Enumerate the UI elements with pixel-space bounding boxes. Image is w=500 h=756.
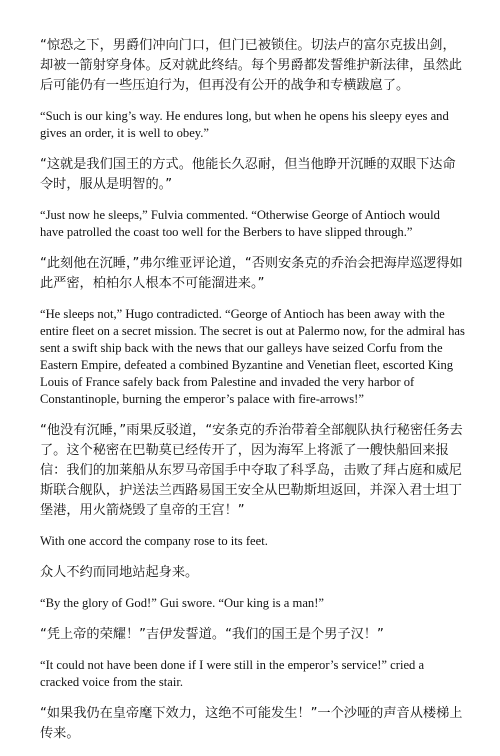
paragraph-zh: 众人不约而同地站起身来。: [40, 565, 199, 580]
paragraph-zh: “凭上帝的荣耀！”吉伊发誓道。“我们的国王是个男子汉！”: [40, 627, 384, 642]
paragraph-en: “By the glory of God!” Gui swore. “Our king is a man!”: [40, 596, 324, 610]
paragraph-zh: “他没有沉睡，”雨果反驳道，“安条克的乔治带着全部舰队执行秘密任务去了。这个秘密在巴勒莫已经传开了，因为海军上将派了一艘快船回来报信：我们的加莱船从东罗马帝国手中夺取了科孚岛，击败了拜占庭和威尼斯联合舰队，护送法兰西路易国王安全从巴勒斯坦返回，并深入君士坦丁堡港，用火箭烧毁了皇帝的王宫！”: [40, 423, 463, 518]
paragraph-zh: “如果我仍在皇帝麾下效力，这绝不可能发生！”一个沙哑的声音从楼梯上传来。: [40, 706, 463, 741]
paragraph-zh: “此刻他在沉睡，”弗尔维亚评论道，“否则安条克的乔治会把海岸巡逻得如此严密，柏柏尔人根本不可能溜进来。”: [40, 256, 463, 291]
paragraph-zh: “这就是我们国王的方式。他能长久忍耐，但当他睁开沉睡的双眼下达命令时，服从是明智的。”: [40, 157, 456, 192]
paragraph-en: “It could not have been done if I were still in the emperor’s service!” cried a cracked voice from the stair.: [40, 658, 425, 689]
paragraph-en: “He sleeps not,” Hugo contradicted. “George of Antioch has been away with the entire fleet on a secret mission. The secret is out at Palermo now, for the admiral has sent a swift ship back with the news that our galleys have seized Corfu from the Eastern Empire, defeated a combined Byzantine and Venetian fleet, escorted King Louis of France safely back from Palestine and invaded the very harbor of Constantinople, burning the emperor’s palace with fire-arrows!”: [40, 307, 465, 406]
document-page: [40, 36, 466, 756]
paragraph-en: “Just now he sleeps,” Fulvia commented. “Otherwise George of Antioch would have patrolled the coast too well for the Berbers to have slipped through.”: [40, 208, 440, 239]
paragraph-en: “Such is our king’s way. He endures long, but when he opens his sleepy eyes and gives an order, it is well to obey.”: [40, 109, 449, 140]
paragraph-zh: “惊恐之下，男爵们冲向门口，但门已被锁住。切法卢的富尔克拔出剑，却被一箭射穿身体。反对就此终结。每个男爵都发誓维护新法律，虽然此后可能仍有一些压迫行为，但再没有公开的战争和专横跋扈了。: [40, 38, 462, 93]
paragraph-en: With one accord the company rose to its feet.: [40, 534, 268, 548]
